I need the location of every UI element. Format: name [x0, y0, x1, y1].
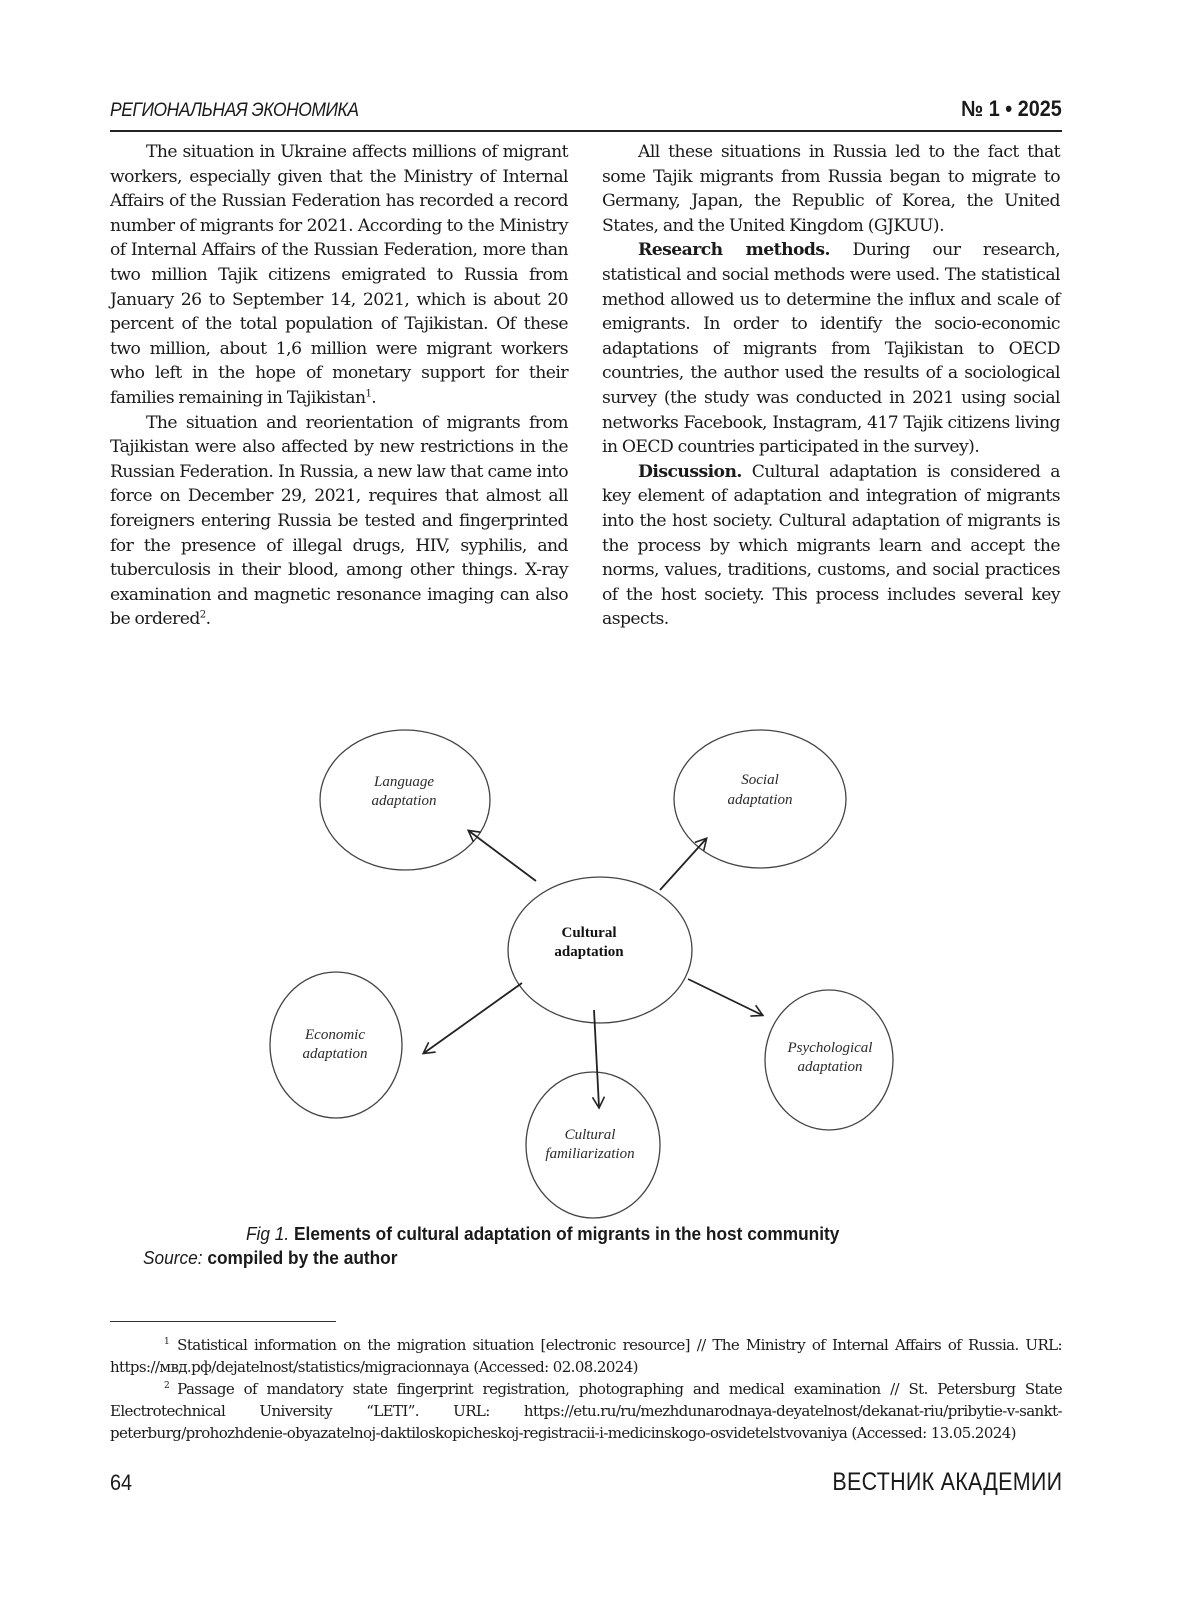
- node-label: Cultural: [564, 1127, 616, 1143]
- right-column: [602, 140, 1060, 632]
- node-label: adaptation: [727, 792, 793, 808]
- node-economic: [270, 972, 402, 1118]
- source-label: Source:: [143, 1248, 203, 1268]
- issue-number: № 1 • 2025: [961, 96, 1062, 121]
- node-label: adaptation: [302, 1046, 368, 1062]
- footnote-item: [110, 1378, 1062, 1444]
- footnote-number: 1: [164, 1337, 170, 1347]
- paragraph-text: The situation and reorientation of migrants from Tajikistan were also affected by new restrictions in the Russian Federation. In Russia, a new law that came into force on December 29, 2021, requires that almost all foreigners entering Russia be tested and fingerprinted for the presence of illegal drugs, HIV, syphilis, and tuberculosis in their blood, among other things. X-ray examination and magnetic resonance imaging can also be ordered: [110, 412, 568, 630]
- footnotes: [110, 1334, 1062, 1444]
- footnote-text: Statistical information on the migration situation [electronic resource] // The Ministry of Internal Affairs of Russia. URL: https://мвд.рф/dejatelnost/statistics/migracionnaya (Accessed: 02.08.2024): [110, 1336, 1062, 1376]
- paragraph-text: Cultural adaptation is considered a key element of adaptation and integration of migrants into the host society. Cultural adaptation of migrants is the process by which migrants learn and accept the norms, values, traditions, customs, and social practices of the host society. This process includes several key aspects.: [602, 461, 1060, 630]
- node-label: adaptation: [797, 1059, 863, 1075]
- page-number: 64: [110, 1470, 133, 1495]
- footnote-ref[interactable]: 1: [365, 388, 372, 400]
- journal-section-title: РЕГИОНАЛЬНАЯ ЭКОНОМИКА: [110, 100, 359, 121]
- figure-title: Elements of cultural adaptation of migrants in the host community: [289, 1224, 840, 1244]
- source-text: compiled by the author: [202, 1248, 398, 1268]
- node-label: adaptation: [371, 793, 437, 809]
- punctuation: .: [371, 387, 377, 408]
- figure-diagram: [240, 715, 940, 1220]
- paragraph: [602, 238, 1060, 459]
- paragraph-text: During our research, statistical and social methods were used. The statistical method allowed us to determine the influx and scale of emigrants. In order to identify the socio-economic adaptations of migrants from Tajikistan to OECD countries, the author used the results of a sociological survey (the study was conducted in 2021 using social networks Facebook, Instagram, 417 Tajik citizens living in OECD countries participated in the survey).: [602, 240, 1060, 458]
- node-label: Social: [741, 772, 779, 788]
- paragraph: [602, 460, 1060, 632]
- running-header: [110, 96, 1062, 132]
- center-label: Cultural: [561, 925, 617, 941]
- paragraph-text: All these situations in Russia led to the fact that some Tajik migrants from Russia began to migrate to Germany, Japan, the Republic of Korea, the United States, and the United Kingdom (GJKUU).: [602, 142, 1060, 236]
- node-label: Psychological: [787, 1040, 873, 1056]
- figure-source: [143, 1248, 397, 1269]
- section-heading-discussion: Discussion.: [638, 461, 742, 482]
- node-label: Economic: [305, 1027, 365, 1043]
- footnote-number: 2: [164, 1381, 170, 1391]
- footnote-item: [110, 1334, 1062, 1378]
- node-label: familiarization: [545, 1146, 635, 1162]
- node-label: Language: [374, 774, 434, 790]
- footnote-divider: [110, 1321, 336, 1322]
- adaptation-diagram: [240, 715, 940, 1220]
- paragraph: [110, 140, 568, 411]
- footnote-ref[interactable]: 2: [199, 609, 206, 621]
- node-familiarization: [526, 1072, 660, 1218]
- figure-caption: [246, 1224, 839, 1245]
- punctuation: .: [205, 609, 211, 630]
- figure-label: Fig 1.: [246, 1224, 290, 1244]
- paragraph: [110, 411, 568, 632]
- section-heading-research-methods: Research methods.: [638, 240, 830, 261]
- paragraph: [602, 140, 1060, 238]
- footer-journal-title: ВЕСТНИК АКАДЕМИИ: [832, 1468, 1062, 1496]
- left-column: [110, 140, 568, 632]
- footnote-text: Passage of mandatory state fingerprint registration, photographing and medical examination // St. Petersburg State Electrotechnical University “LETI”. URL: https://etu.ru/ru/mezhdunarodnaya-deyatelnost/dekanat-riu/pribytie-v-sankt-peterburg/prohozhdenie-obyazatelnoj-daktiloskopicheskoj-registracii-i-medicinskogo-osvidetelstvovaniya (Accessed: 13.05.2024): [110, 1380, 1062, 1442]
- center-label: adaptation: [554, 944, 624, 960]
- paragraph-text: The situation in Ukraine affects millions of migrant workers, especially given that the Ministry of Internal Affairs of the Russian Federation has recorded a record number of migrants for 2021. According to the Ministry of Internal Affairs of the Russian Federation, more than two million Tajik citizens emigrated to Russia from January 26 to September 14, 2021, which is about 20 percent of the total population of Tajikistan. Of these two million, about 1,6 million were migrant workers who left in the hope of monetary support for their families remaining in Tajikistan: [110, 142, 568, 408]
